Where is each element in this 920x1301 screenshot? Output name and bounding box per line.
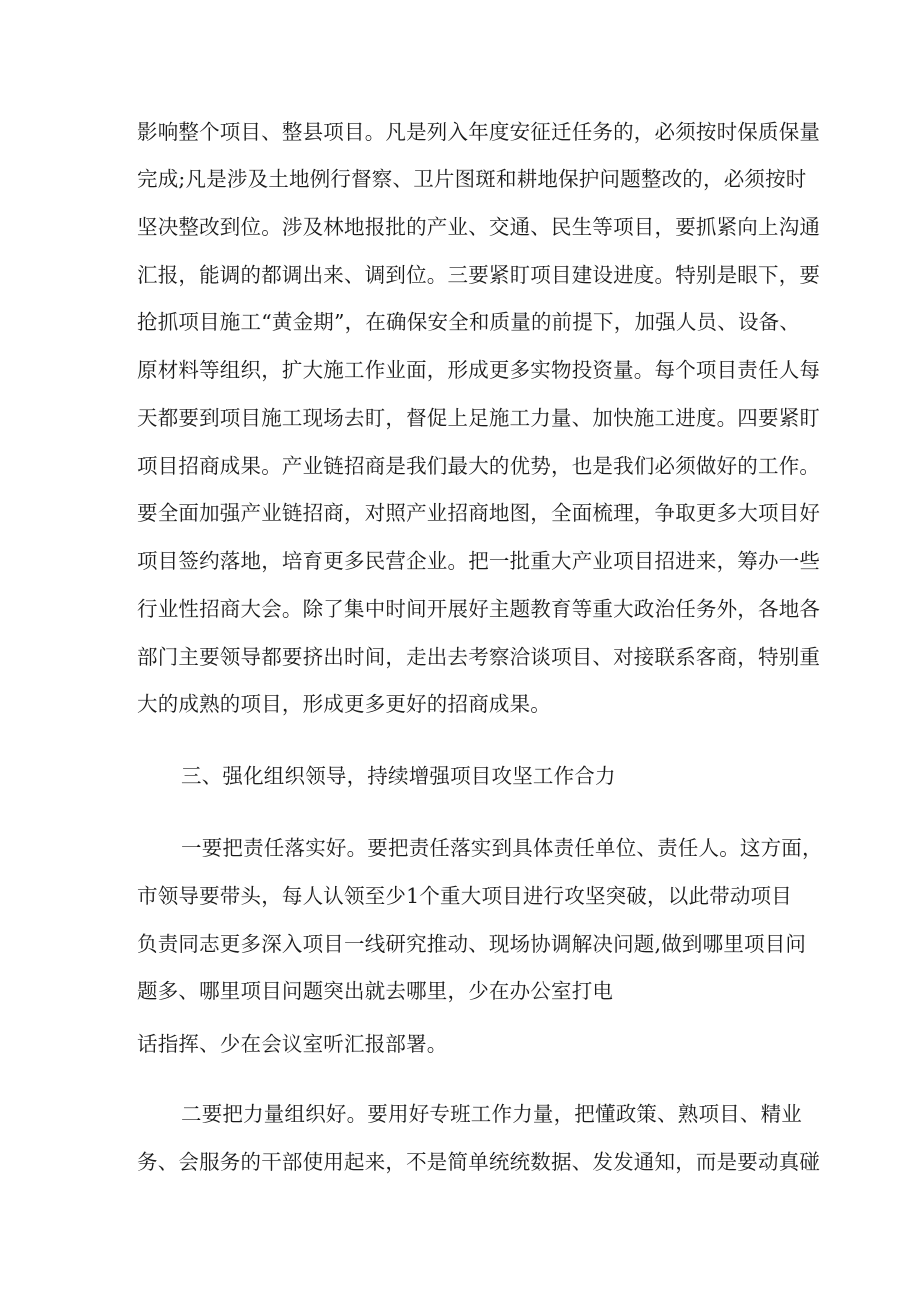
body-line: 影响整个项目、整县项目。凡是列入年度安征迁任务的，必须按时保质保量 xyxy=(137,120,821,144)
body-line: 要全面加强产业链招商，对照产业招商地图，全面梳理，争取更多大项目好 xyxy=(137,501,821,525)
body-line: 项目签约落地，培育更多民营企业。把一批重大产业项目招进来，筹办一些 xyxy=(137,549,821,573)
body-line: 负责同志更多深入项目一线研究推动、现场协调解决问题,做到哪里项目问 xyxy=(137,932,807,956)
body-line: 大的成熟的项目，形成更多更好的招商成果。 xyxy=(137,692,551,716)
body-line: 项目招商成果。产业链招商是我们最大的优势，也是我们必须做好的工作。 xyxy=(137,454,821,478)
body-line: 行业性招商大会。除了集中时间开展好主题教育等重大政治任务外，各地各 xyxy=(137,597,821,621)
body-line: 汇报，能调的都调出来、调到位。三要紧盯项目建设进度。特别是眼下，要 xyxy=(137,263,821,287)
body-line: 题多、哪里项目问题突出就去哪里，少在办公室打电 xyxy=(137,979,614,1003)
body-line: 部门主要领导都要挤出时间，走出去考察洽谈项目、对接联系客商，特别重 xyxy=(137,645,821,669)
body-line: 天都要到项目施工现场去盯，督促上足施工力量、加快施工进度。四要紧盯 xyxy=(137,406,821,430)
body-line: 市领导要带头，每人认领至少1个重大项目进行攻坚突破，以此带动项目 xyxy=(137,884,792,908)
section-heading: 三、强化组织领导，持续增强项目攻坚工作合力 xyxy=(181,764,616,788)
body-line: 二要把力量组织好。要用好专班工作力量，把懂政策、熟项目、精业 xyxy=(181,1102,802,1126)
body-line: 抢抓项目施工“黄金期”，在确保安全和质量的前提下，加强人员、设备、 xyxy=(137,310,801,334)
body-line: 务、会服务的干部使用起来，不是简单统统数据、发发通知，而是要动真碰 xyxy=(137,1150,821,1174)
body-line: 话指挥、少在会议室听汇报部署。 xyxy=(137,1032,448,1056)
body-line: 一要把责任落实好。要把责任落实到具体责任单位、责任人。这方面， xyxy=(181,836,823,860)
body-line: 坚决整改到位。涉及林地报批的产业、交通、民生等项目，要抓紧向上沟通 xyxy=(137,215,821,239)
body-line: 原材料等组织，扩大施工作业面，形成更多实物投资量。每个项目责任人每 xyxy=(137,358,821,382)
body-line: 完成;凡是涉及土地例行督察、卫片图斑和耕地保护问题整改的，必须按时 xyxy=(137,167,807,191)
